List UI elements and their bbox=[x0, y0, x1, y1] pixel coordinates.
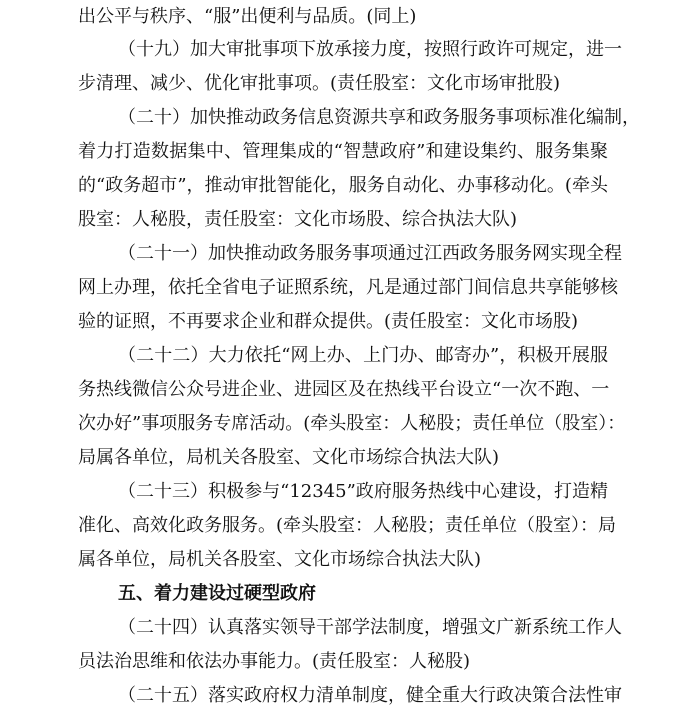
paragraph-24-line-1: （二十四）认真落实领导干部学法制度，增强文广新系统工作人 bbox=[118, 617, 622, 638]
paragraph-21-line-2: 网上办理，依托全省电子证照系统，凡是通过部门间信息共享能够核 bbox=[78, 277, 618, 298]
paragraph-20-line-4: 股室：人秘股，责任股室：文化市场股、综合执法大队) bbox=[78, 209, 518, 230]
paragraph-19-line-1: （十九）加大审批事项下放承接力度，按照行政许可规定，进一 bbox=[118, 39, 622, 60]
paragraph-20-line-3: 的“政务超市”，推动审批智能化，服务自动化、办事移动化。(牵头 bbox=[78, 175, 608, 196]
paragraph-21-line-1: （二十一）加快推动政务服务事项通过江西政务服务网实现全程 bbox=[118, 243, 622, 264]
paragraph-20-line-2: 着力打造数据集中、管理集成的“智慧政府”和建设集约、服务集聚 bbox=[78, 141, 608, 162]
paragraph-24-line-2: 员法治思维和依法办事能力。(责任股室：人秘股) bbox=[78, 651, 471, 672]
paragraph-23-line-1: （二十三）积极参与“12345”政府服务热线中心建设，打造精 bbox=[118, 481, 608, 502]
section-heading: 五、着力建设过硬型政府 bbox=[118, 583, 316, 604]
paragraph-22-line-1: （二十二）大力依托“网上办、上门办、邮寄办”，积极开展服 bbox=[118, 345, 608, 366]
paragraph-22-line-2: 务热线微信公众号进企业、进园区及在热线平台设立“一次不跑、一 bbox=[78, 379, 610, 400]
paragraph-23-line-2: 准化、高效化政务服务。(牵头股室：人秘股；责任单位（股室）：局 bbox=[78, 515, 617, 536]
paragraph-23-line-3: 属各单位，局机关各股室、文化市场综合执法大队) bbox=[78, 549, 482, 570]
paragraph-19-line-2: 步清理、减少、优化审批事项。(责任股室：文化市场审批股) bbox=[78, 73, 561, 94]
paragraph-22-line-3: 次办好”事项服务专席活动。(牵头股室：人秘股；责任单位（股室）： bbox=[78, 413, 626, 434]
paragraph-21-line-3: 验的证照，不再要求企业和群众提供。(责任股室：文化市场股) bbox=[78, 311, 579, 332]
paragraph-25-line-1: （二十五）落实政府权力清单制度，健全重大行政决策合法性审 bbox=[118, 685, 622, 706]
paragraph-20-line-1: （二十）加快推动政务信息资源共享和政务服务事项标准化编制， bbox=[118, 107, 640, 128]
paragraph-22-line-4: 局属各单位，局机关各股室、文化市场综合执法大队) bbox=[78, 447, 500, 468]
text-line: 出公平与秩序、“服”出便利与品质。(同上) bbox=[78, 6, 417, 27]
